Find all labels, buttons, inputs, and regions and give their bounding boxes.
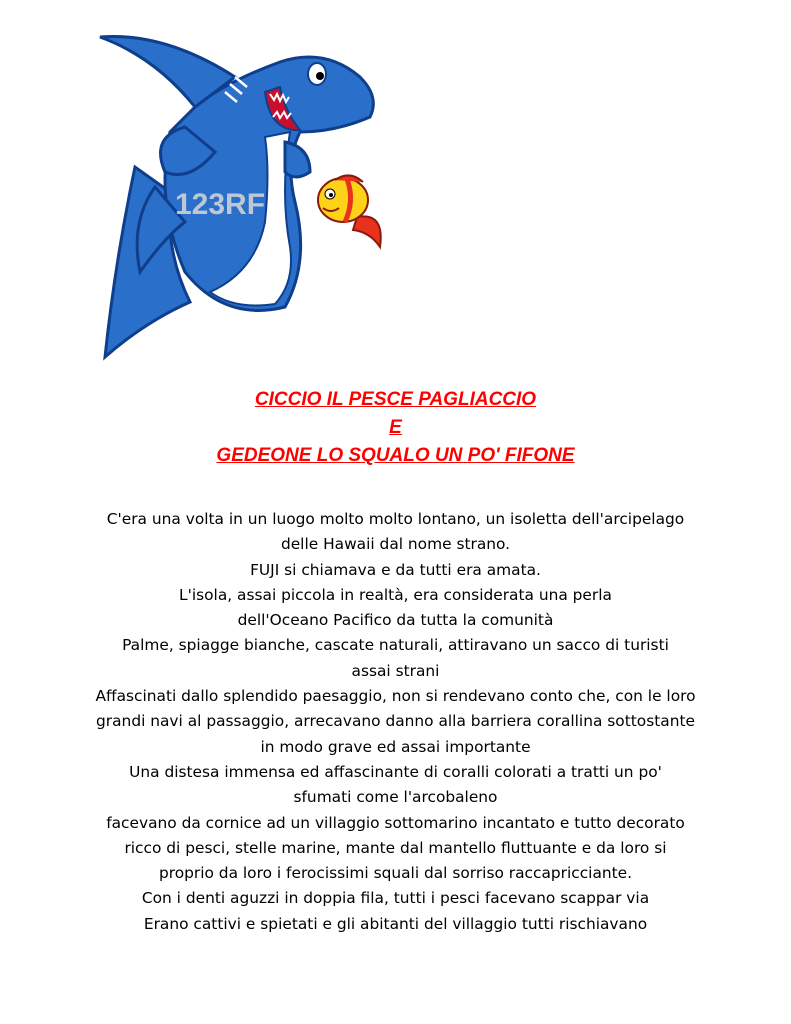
story-line: proprio da loro i ferocissimi squali dal sorriso raccapricciante. (158, 864, 633, 883)
story-line: FUJI si chiamava e da tutti era amata. (250, 560, 541, 579)
clownfish-body (318, 178, 368, 222)
story-line: L'isola, assai piccola in realtà, era considerata una perla (179, 585, 612, 604)
story-text (40, 507, 751, 937)
story-line: dell'Oceano Pacifico da tutta la comunità (237, 611, 554, 630)
story-line: Una distesa immensa ed affascinante di coralli colorati a tratti un po' (129, 762, 662, 781)
story-line: delle Hawaii dal nome strano. (280, 535, 511, 554)
clownfish (318, 175, 381, 247)
story-line: facevano da cornice ad un villaggio sottomarino incantato e tutto decorato (106, 813, 685, 832)
story-line: Palme, spiagge bianche, cascate naturali, attiravano un sacco di turisti (122, 636, 669, 655)
story-line: C'era una volta in un luogo molto molto lontano, un isoletta dell'arcipelago (106, 510, 685, 528)
title-line-1: CICCIO IL PESCE PAGLIACCIO (254, 389, 537, 410)
clownfish-tail (353, 216, 381, 247)
story-line: Erano cattivi e spietati e gli abitanti del villaggio tutti rischiavano (143, 914, 648, 933)
story-line: grandi navi al passaggio, arrecavano danno alla barriera corallina sottostante (96, 712, 695, 731)
title-line-3: GEDEONE LO SQUALO UN PO' FIFONE (216, 445, 575, 466)
shark-hand (285, 142, 310, 177)
story-line: Affascinati dallo splendido paesaggio, non si rendevano conto che, con le loro (95, 687, 696, 706)
shark-and-clownfish-illustration (95, 22, 395, 372)
watermark-text: 123RF (175, 188, 266, 221)
story-line: sfumati come l'arcobaleno (293, 788, 498, 807)
cartoon-illustration (95, 22, 395, 372)
story-title (0, 386, 791, 470)
shark-pupil (316, 72, 324, 80)
story-line: assai strani (351, 661, 440, 680)
story-line: in modo grave ed assai importante (260, 737, 531, 756)
story-line: ricco di pesci, stelle marine, mante dal mantello fluttuante e da loro si (124, 838, 667, 857)
title-line-2: E (389, 417, 402, 438)
story-line: Con i denti aguzzi in doppia fila, tutti i pesci facevano scappar via (141, 889, 650, 908)
